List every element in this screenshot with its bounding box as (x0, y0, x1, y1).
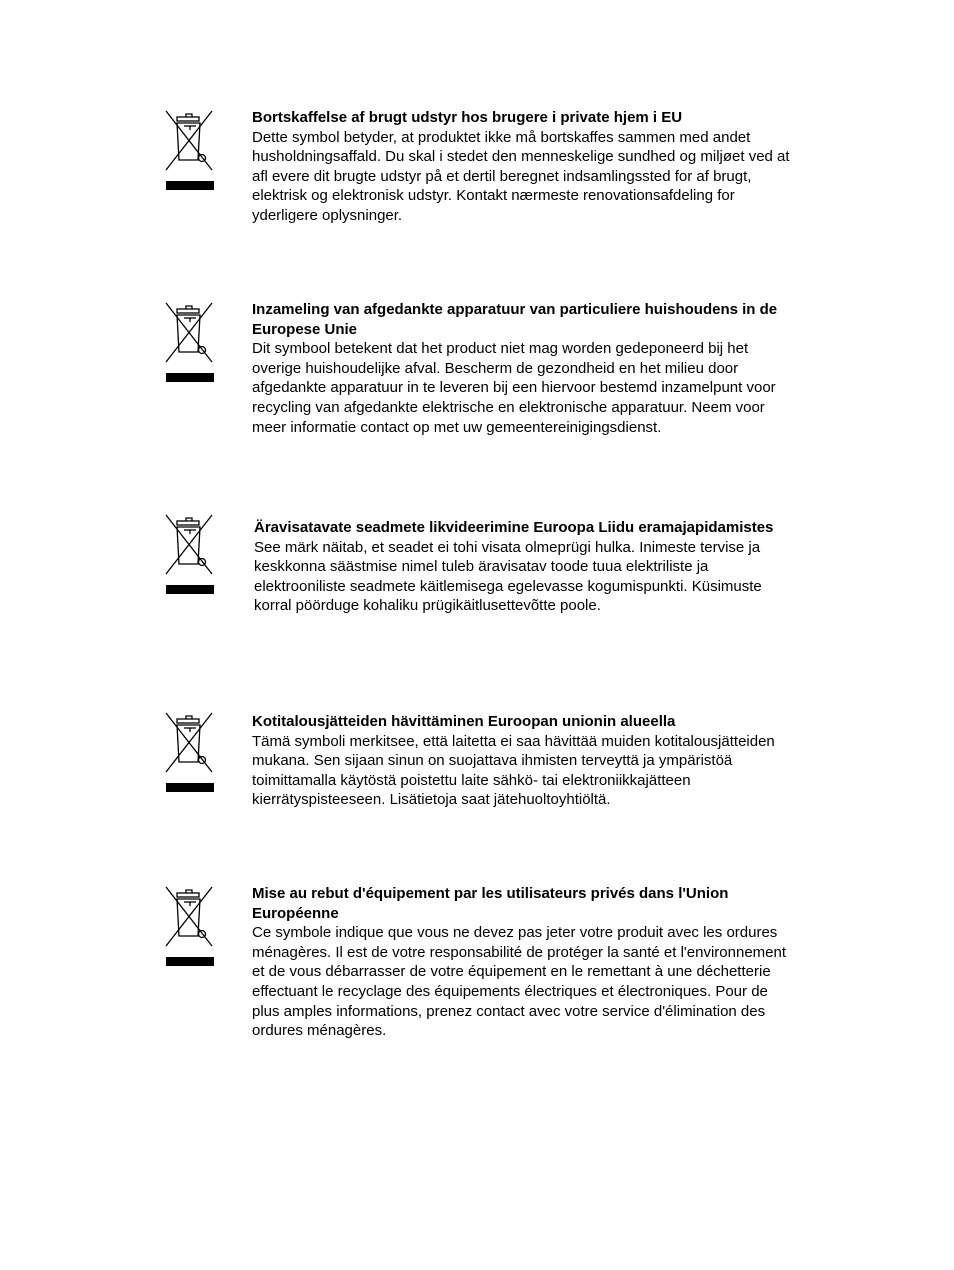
section-heading: Bortskaffelse af brugt udstyr hos brugere i private hjem i EU (252, 109, 683, 126)
weee-crossed-bin-icon (164, 300, 216, 382)
section-heading: Kotitalousjätteiden hävittäminen Euroopan unionin alueella (252, 713, 676, 730)
section-body: See märk näitab, et seadet ei tohi visata olmeprügi hulka. Inimeste tervise ja keskkonna säästmise nimel tuleb äravisatav toode tuua elektriliste ja elektrooniliste seadmete käitlemisega egelevasse kogumispunkti. Küsimuste korral pöörduge kohaliku prügikäitlusettevõtte poole. (254, 538, 762, 615)
weee-crossed-bin-icon (164, 710, 216, 792)
weee-crossed-bin-icon (164, 884, 216, 966)
section-heading: Inzameling van afgedankte apparatuur van particuliere huishoudens in de Europese Unie (252, 301, 778, 338)
section-body: Dette symbol betyder, at produktet ikke må bortskaffes sammen med andet husholdningsaffald. Du skal i stedet den menneskelige sundhed og miljøet ved at afl evere dit brugte udstyr på et dertil beregnet indsamlingssted for af brugt, elektrisk og elektronisk udstyr. Kontakt nærmeste renovationsafdeling for yderligere oplysninger. (252, 128, 790, 224)
section-body: Tämä symboli merkitsee, että laitetta ei saa hävittää muiden kotitalousjätteiden mukana. Sen sijaan sinun on suojattava ihmisten terveyttä ja ympäristöä toimittamalla käytöstä poistettu laite sähkö- tai elektroniikkajätteen kierrätyspisteeseen. Lisätietoja saat jätehuoltoyhtiöltä. (252, 732, 775, 809)
section-body: Ce symbole indique que vous ne devez pas jeter votre produit avec les ordures ménagères. Il est de votre responsabilité de protéger la santé et l'environnement et de vous débarrasser de votre équipement en le remettant à une déchetterie effectuant le recyclage des équipements électriques et électroniques. Pour de plus amples informations, prenez contact avec votre service d'élimination des ordures ménagères. (252, 924, 787, 1040)
section-body: Dit symbool betekent dat het product niet mag worden gedeponeerd bij het overige huishoudelijke afval. Bescherm de gezondheid en het milieu door afgedankte apparatuur in te leveren bij een hiervoor bestemd inzamelpunt voor recycling van afgedankte elektrische en elektronische apparatuur. Neem voor meer informatie contact op met uw gemeentereinigingsdienst. (252, 340, 776, 436)
weee-crossed-bin-icon (164, 512, 216, 594)
section-heading: Mise au rebut d'équipement par les utilisateurs privés dans l'Union Européenne (252, 885, 729, 922)
weee-crossed-bin-icon (164, 108, 216, 190)
section-heading: Äravisatavate seadmete likvideerimine Euroopa Liidu eramajapidamistes (254, 519, 774, 536)
